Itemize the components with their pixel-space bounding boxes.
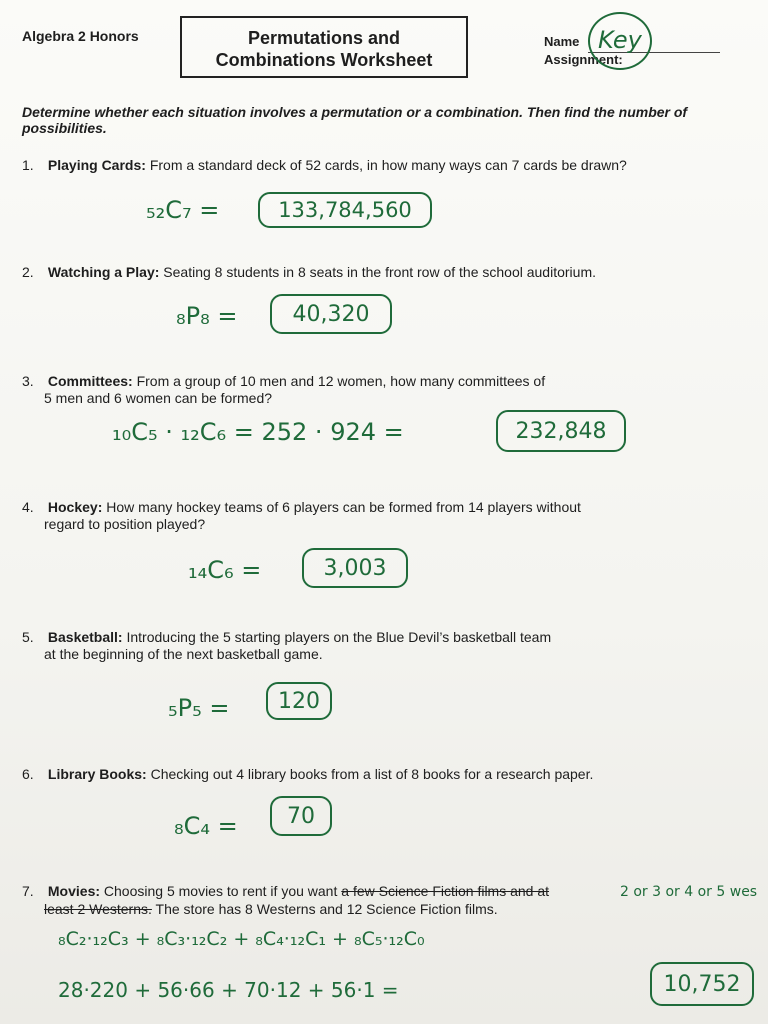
problem-4 xyxy=(22,496,581,535)
problem-5 xyxy=(22,626,551,665)
problem-number: 6. xyxy=(22,766,34,782)
problem-1 xyxy=(22,154,627,176)
worksheet-title xyxy=(180,16,468,78)
name-value: Key xyxy=(598,26,642,54)
problem-topic: Movies: xyxy=(47,883,101,899)
work-7-line-2: 28·220 + 56·66 + 70·12 + 56·1 = xyxy=(58,978,399,1002)
problem-2 xyxy=(22,261,596,283)
problem-topic: Library Books: xyxy=(47,766,147,782)
problem-text: From a standard deck of 52 cards, in how many ways can 7 cards be drawn? xyxy=(149,157,627,173)
problem-topic: Committees: xyxy=(47,373,133,389)
answer-box-5: 120 xyxy=(266,682,332,720)
problem-text-cont: regard to position played? xyxy=(44,516,206,532)
problem-number: 7. xyxy=(22,883,34,899)
title-line-2: Combinations Worksheet xyxy=(215,50,433,70)
name-label: Name xyxy=(544,34,580,49)
problem-text: From a group of 10 men and 12 women, how many committees of xyxy=(136,373,546,389)
problem-3 xyxy=(22,370,545,409)
problem-topic: Watching a Play: xyxy=(47,264,160,280)
work-6: ₈C₄ = xyxy=(174,812,238,840)
instructions: Determine whether each situation involves a permutation or a combination. Then find the number of possibilities. xyxy=(22,104,688,136)
problem-7 xyxy=(22,880,549,920)
title-line-1: Permutations and xyxy=(247,28,401,48)
problem-text: Checking out 4 library books from a list of 8 books for a research paper. xyxy=(150,766,594,782)
course-label: Algebra 2 Honors xyxy=(22,28,139,44)
problem-number: 4. xyxy=(22,499,34,515)
problem-text-cont: at the beginning of the next basketball game. xyxy=(44,646,323,662)
problem-topic: Basketball: xyxy=(47,629,123,645)
answer-box-2: 40,320 xyxy=(270,294,392,334)
struck-text-cont: least 2 Westerns. xyxy=(44,901,152,917)
handwritten-note: 2 or 3 or 4 or 5 wes xyxy=(620,884,758,900)
problem-number: 1. xyxy=(22,157,34,173)
problem-text-cont: 5 men and 6 women can be formed? xyxy=(44,390,273,406)
problem-number: 5. xyxy=(22,629,34,645)
problem-number: 2. xyxy=(22,264,34,280)
problem-text-cont: The store has 8 Westerns and 12 Science Fiction films. xyxy=(155,901,498,917)
problem-topic: Hockey: xyxy=(47,499,103,515)
answer-box-1: 133,784,560 xyxy=(258,192,432,228)
answer-box-7: 10,752 xyxy=(650,962,754,1006)
problem-text: Seating 8 students in 8 seats in the front row of the school auditorium. xyxy=(163,264,596,280)
work-1: ₅₂C₇ = xyxy=(146,196,220,224)
answer-box-4: 3,003 xyxy=(302,548,408,588)
work-7-line-1: ₈C₂·₁₂C₃ + ₈C₃·₁₂C₂ + ₈C₄·₁₂C₁ + ₈C₅·₁₂C₀ xyxy=(58,928,425,950)
problem-text: Introducing the 5 starting players on the Blue Devil’s basketball team xyxy=(126,629,552,645)
problem-text: How many hockey teams of 6 players can be formed from 14 players without xyxy=(106,499,581,515)
assignment-label: Assignment: xyxy=(544,52,623,67)
work-5: ₅P₅ = xyxy=(168,694,230,722)
problem-topic: Playing Cards: xyxy=(47,157,146,173)
problem-text: Choosing 5 movies to rent if you want xyxy=(103,883,338,899)
struck-text: a few Science Fiction films and at xyxy=(341,883,550,899)
problem-6 xyxy=(22,763,593,785)
answer-box-6: 70 xyxy=(270,796,332,836)
work-3: ₁₀C₅ · ₁₂C₆ = 252 · 924 = xyxy=(112,418,404,446)
problem-number: 3. xyxy=(22,373,34,389)
work-4: ₁₄C₆ = xyxy=(188,556,262,584)
work-2: ₈P₈ = xyxy=(176,302,238,330)
answer-box-3: 232,848 xyxy=(496,410,626,452)
